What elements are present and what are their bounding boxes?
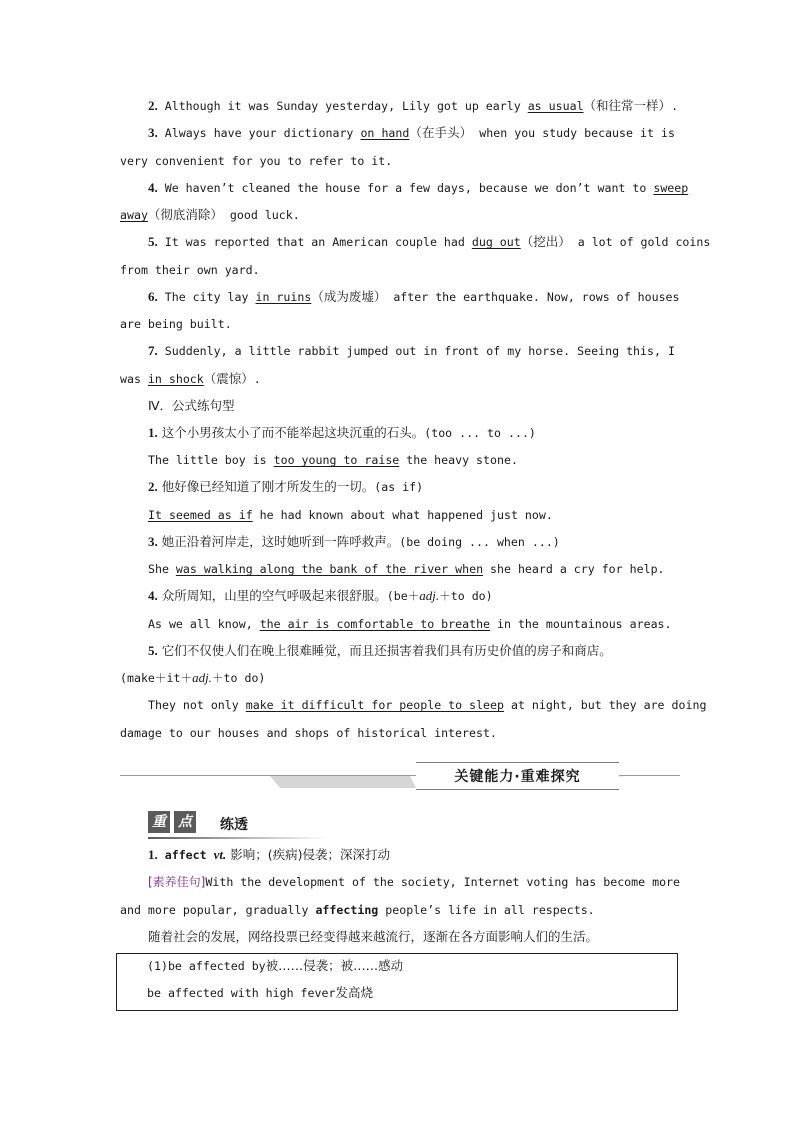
exercise-item-7-cont: was in shock（震惊）. [120,371,261,386]
exercise-item-7: 7. Suddenly, a little rabbit jumped out in front of my horse. Seeing this, I [148,343,675,358]
pattern-q4-english: As we all know, the air is comfortable to breathe in the mountainous areas. [148,617,672,631]
answer: dug out [471,235,521,249]
exercise-item-6: 6. The city lay in ruins（成为废墟） after the earthquake. Now, rows of houses [148,289,680,304]
vocab-affect-example-cont: and more popular, gradually affecting people’s life in all respects. [120,903,595,917]
usage-note-line-2: be affected with high fever发高烧 [147,985,373,1000]
answer: the air is comfortable to breathe [259,617,491,631]
pattern-q1-chinese: 1. 这个小男孩太小了而不能举起这块沉重的石头。(too ... to ...) [148,425,536,440]
badge-label: 练透 [220,817,248,833]
badge-char-2: 点 [174,811,196,833]
exercise-item-5: 5. It was reported that an American couple had dug out（挖出） a lot of gold coins [148,234,711,249]
section-title: 关键能力·重难探究 [454,769,581,785]
badge-underline [148,837,328,839]
example-tag: [素养佳句] [148,875,206,889]
answer: in shock [147,372,204,386]
pattern-q3-chinese: 3. 她正沿着河岸走，这时她听到一阵呼救声。(be doing ... when ...) [148,534,560,549]
answer: make it difficult for people to sleep [245,698,504,712]
pattern-q3-english: She was walking along the bank of the river when she heard a cry for help. [148,562,665,576]
answer: It seemed as if [148,508,253,522]
pattern-q2-english: It seemed as if he had known about what happened just now. [148,508,553,522]
answer: in ruins [255,290,312,304]
exercise-item-3: 3. Always have your dictionary on hand（在手头） when you study because it is [148,125,675,140]
pattern-q5-english: They not only make it difficult for people to sleep at night, but they are doing [148,698,707,712]
pattern-q5-chinese: 5. 它们不仅使人们在晚上很难睡觉，而且还损害着我们具有历史价值的房子和商店。 [148,643,612,658]
pattern-q5-hint: (make＋it＋adj.＋to do) [120,670,266,685]
key-points-badge [148,810,348,836]
vocab-affect-heading: 1. affect vt. 影响；(疾病)侵袭；深深打动 [148,847,390,862]
exercise-item-3-cont: very convenient for you to refer to it. [120,154,393,168]
vocab-affect-translation: 随着社会的发展，网络投票已经变得越来越流行，逐渐在各方面影响人们的生活。 [148,929,599,944]
answer: as usual [527,99,584,113]
pattern-q2-chinese: 2. 他好像已经知道了刚才所发生的一切。(as if) [148,479,424,494]
answer: sweep [653,181,689,195]
pattern-q4-chinese: 4. 众所周知，山里的空气呼吸起来很舒服。(be＋adj.＋to do) [148,588,493,603]
answer: away [120,208,148,222]
vocab-affect-example: [素养佳句]With the development of the society, Internet voting has become more [148,875,681,889]
section-tab [416,762,619,790]
pattern-q1-english: The little boy is too young to raise the heavy stone. [148,453,518,467]
answer: was walking along the bank of the river when [175,562,484,576]
exercise-item-4-cont: away（彻底消除） good luck. [120,207,300,222]
answer: too young to raise [273,453,400,467]
exercise-item-5-cont: from their own yard. [120,263,260,277]
usage-note-box [116,953,678,1011]
exercise-item-6-cont: are being built. [120,317,232,331]
section-iv-heading: Ⅳ．公式练句型 [148,398,235,413]
exercise-item-2: 2. Although it was Sunday yesterday, Lily got up early as usual（和往常一样）. [148,98,679,113]
section-divider [120,758,680,794]
answer: on hand [360,126,410,140]
usage-note-line-1: (1)be affected by被……侵袭；被……感动 [147,958,404,973]
badge-char-1: 重 [148,811,170,833]
pattern-q5-english-cont: damage to our houses and shops of historical interest. [120,726,497,740]
exercise-item-4: 4. We haven’t cleaned the house for a few days, because we don’t want to sweep [148,180,689,195]
